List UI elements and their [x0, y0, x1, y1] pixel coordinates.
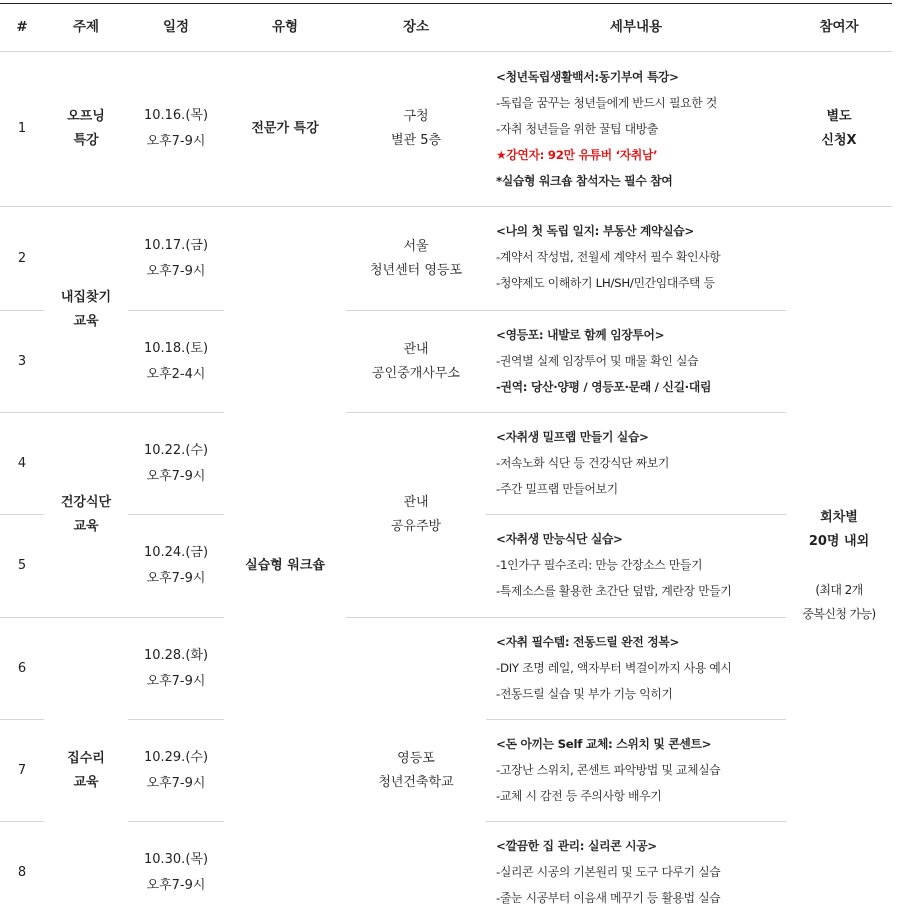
schedule-cell: [128, 618, 224, 719]
details-cell: [496, 629, 732, 707]
detail-line: -권역별 실제 임장투어 및 매물 확인 실습: [496, 354, 699, 368]
detail-line: -전동드릴 실습 및 부가 기능 익히기: [496, 687, 673, 701]
topic-healthy-diet: [44, 413, 128, 617]
row-number: 7: [17, 762, 27, 778]
topic-housing: [44, 207, 128, 412]
detail-line: -교체 시 감전 등 주의사항 배우기: [496, 789, 662, 803]
topic-home-repair: [44, 618, 128, 924]
row-divider: [486, 719, 786, 720]
detail-line: <자취생 만능식단 실습>: [496, 532, 623, 546]
detail-line: -저속노화 식단 등 건강식단 짜보기: [496, 456, 670, 470]
participants-line: 20명 내외: [808, 533, 870, 549]
detail-line: ★강연자: 92만 유튜버 ‘자취남’: [496, 148, 658, 162]
detail-line: -DIY 조명 레일, 액자부터 벽걸이까지 사용 예시: [496, 661, 732, 675]
topic-line: 건강식단: [60, 495, 112, 510]
place-line: 청년센터 영등포: [369, 262, 463, 278]
detail-line: -계약서 작성법, 전월세 계약서 필수 확인사항: [496, 250, 721, 264]
participants-lecture: [786, 52, 892, 206]
place-cell: [346, 618, 486, 924]
participants-line: 신청X: [821, 133, 857, 148]
participants-workshop: [786, 207, 892, 924]
table-top-border: [0, 3, 892, 4]
detail-line: <청년독립생활백서:동기부여 특강>: [496, 70, 679, 84]
header-num: #: [16, 19, 28, 35]
header-place: 장소: [402, 19, 430, 35]
participants-line: (최대 2개: [815, 582, 863, 597]
detail-line: <나의 첫 독립 일지: 부동산 계약실습>: [496, 224, 694, 238]
detail-line: -독립을 꿈꾸는 청년들에게 반드시 필요한 것: [496, 96, 717, 110]
schedule-time: 오후7-9시: [146, 134, 206, 149]
schedule-time: 오후7-9시: [146, 571, 206, 586]
header-participants: 참여자: [819, 19, 859, 35]
type-expert-lecture: 전문가 특강: [251, 121, 319, 136]
schedule-cell: [128, 413, 224, 514]
schedule-cell: [128, 52, 224, 206]
schedule-time: 오후7-9시: [146, 775, 206, 791]
row-number: 4: [17, 455, 27, 471]
detail-line: -실리콘 시공의 기본원리 및 도구 다루기 실습: [496, 865, 721, 879]
place-line: 공인중개사무소: [372, 365, 460, 381]
participants-line: 중복신청 가능): [802, 606, 876, 621]
row-number: 3: [17, 353, 27, 369]
details-cell: [496, 322, 711, 400]
place-cell: [346, 413, 486, 617]
schedule-date: 10.28.(화): [143, 647, 209, 663]
place-line: 구청: [403, 109, 429, 124]
schedule-time: 오후7-9시: [146, 263, 206, 279]
place-line: 관내: [403, 495, 429, 510]
details-cell: [496, 218, 720, 296]
detail-line: <돈 아끼는 Self 교체: 스위치 및 콘센트>: [496, 737, 712, 751]
place-line: 공유주방: [390, 519, 442, 534]
place-line: 영등포: [397, 751, 435, 766]
schedule-date: 10.29.(수): [143, 749, 209, 765]
participants-line: 회차별: [820, 509, 858, 525]
schedule-cell: [128, 515, 224, 617]
detail-line: <자취 필수템: 전동드릴 완전 정복>: [496, 635, 680, 649]
schedule-cell: [128, 720, 224, 821]
schedule-date: 10.16.(목): [143, 108, 209, 123]
row-number: 1: [17, 121, 27, 136]
header-topic: 주제: [72, 19, 100, 35]
topic-line: 집수리: [67, 751, 105, 766]
topic-opening-lecture: [44, 52, 128, 206]
detail-line: -주간 밀프랩 만들어보기: [496, 482, 618, 496]
schedule-time: 오후7-9시: [146, 468, 206, 484]
row-number: 8: [17, 865, 27, 880]
detail-line: -자취 청년들을 위한 꿀팁 대방출: [496, 122, 659, 136]
detail-line: -청약제도 이해하기 LH/SH/민간임대주택 등: [496, 276, 715, 290]
details-cell: [496, 526, 731, 604]
schedule-time: 오후2-4시: [146, 366, 206, 382]
schedule-date: 10.22.(수): [143, 442, 209, 458]
schedule-time: 오후7-9시: [146, 878, 206, 893]
detail-line: *실습형 워크숍 참석자는 필수 참여: [496, 174, 673, 188]
detail-line: -줄눈 시공부터 이음새 메꾸기 등 활용법 실습: [496, 891, 721, 905]
row-number: 5: [17, 558, 27, 573]
details-cell: [496, 731, 720, 809]
topic-line: 교육: [73, 313, 99, 329]
details-cell: [496, 833, 720, 911]
schedule-cell: [128, 311, 224, 412]
header-details: 세부내용: [609, 19, 663, 35]
row-divider: [486, 821, 786, 822]
schedule-date: 10.24.(금): [143, 545, 209, 560]
detail-line: -권역: 당산·양평 / 영등포·문래 / 신길·대림: [496, 380, 712, 394]
place-cell: [346, 207, 486, 310]
schedule-cell: [128, 207, 224, 310]
schedule-time: 오후7-9시: [146, 673, 206, 689]
schedule-date: 10.17.(금): [143, 237, 209, 253]
detail-line: <자취생 밀프랩 만들기 실습>: [496, 430, 649, 444]
schedule-date: 10.30.(목): [143, 852, 209, 867]
detail-line: <깔끔한 집 관리: 실리콘 시공>: [496, 839, 657, 853]
type-hands-on-workshop: 실습형 워크숍: [245, 557, 325, 573]
topic-line: 교육: [73, 519, 99, 534]
schedule-date: 10.18.(토): [143, 340, 209, 356]
topic-line: 교육: [73, 775, 99, 790]
details-cell: [496, 424, 669, 502]
topic-line: 오프닝: [67, 109, 105, 124]
schedule-cell: [128, 822, 224, 924]
place-cell: [346, 311, 486, 412]
header-type: 유형: [271, 19, 299, 35]
place-line: 관내: [403, 341, 429, 357]
row-number: 6: [17, 660, 27, 676]
place-line: 청년건축학교: [378, 775, 454, 790]
header-schedule: 일정: [162, 19, 190, 35]
detail-line: -고장난 스위치, 콘센트 파악방법 및 교체실습: [496, 763, 721, 777]
row-divider: [486, 514, 786, 515]
detail-line: -특제소스를 활용한 초간단 덮밥, 계란장 만들기: [496, 584, 732, 598]
participants-line: 별도: [826, 109, 852, 124]
place-line: 별관 5층: [390, 133, 442, 148]
detail-line: <영등포: 내발로 함께 임장투어>: [496, 328, 665, 342]
details-cell: [496, 64, 717, 194]
row-number: 2: [17, 250, 27, 266]
detail-line: -1인가구 필수조리: 만능 간장소스 만들기: [496, 558, 703, 572]
topic-line: 내집찾기: [60, 289, 112, 305]
place-cell: [346, 52, 486, 206]
place-line: 서울: [403, 238, 429, 254]
topic-line: 특강: [73, 133, 99, 148]
